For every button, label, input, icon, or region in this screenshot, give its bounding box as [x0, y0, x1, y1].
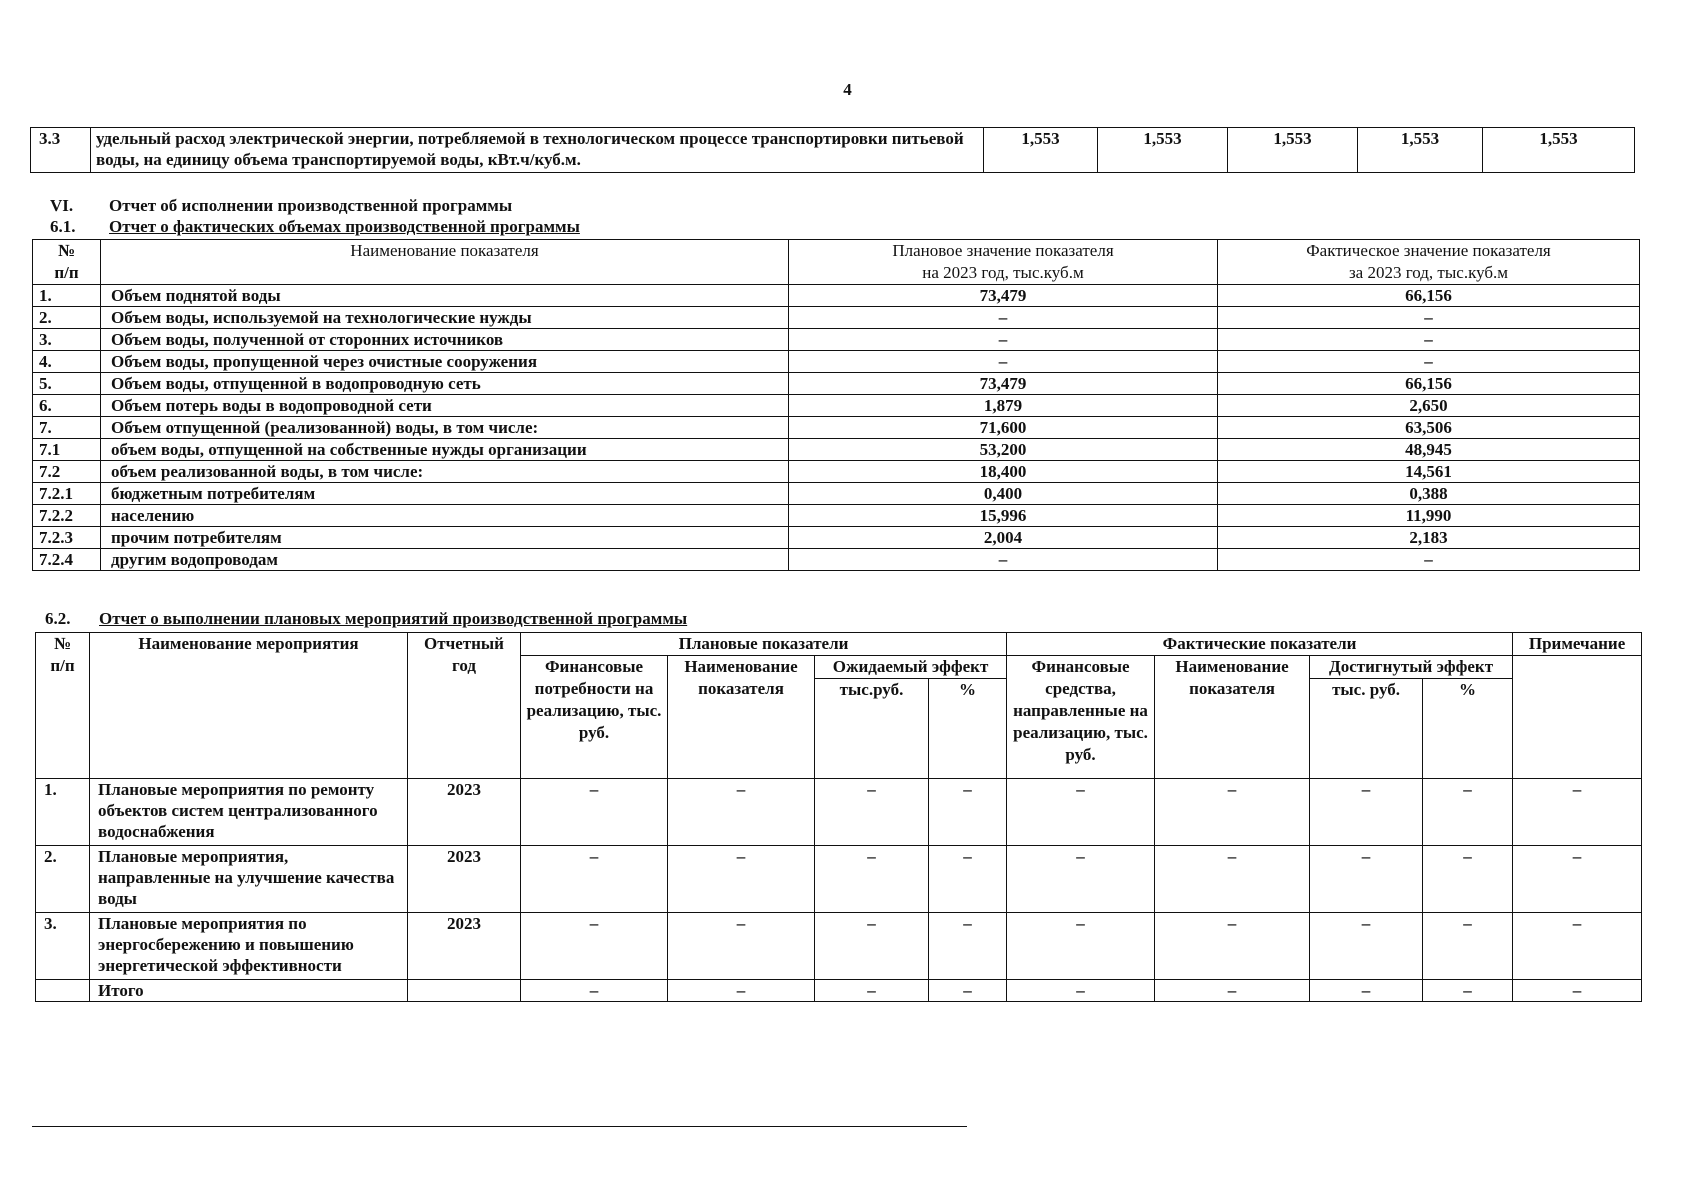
value-cell: –	[1513, 980, 1642, 1002]
table-row	[33, 461, 1640, 483]
plan-value: 73,479	[789, 373, 1218, 395]
fact-value: 14,561	[1218, 461, 1640, 483]
section-heading-vi	[50, 195, 512, 216]
header-achieved-effect: Достигнутый эффект	[1310, 656, 1513, 679]
fact-value: 2,650	[1218, 395, 1640, 417]
row-number: 2.	[33, 307, 101, 329]
value-cell: –	[1423, 846, 1513, 913]
report-year-empty	[408, 980, 521, 1002]
value-cell: –	[1513, 779, 1642, 846]
value-cell: –	[1007, 913, 1155, 980]
value-cell: –	[1155, 913, 1310, 980]
row-number: 2.	[36, 846, 90, 913]
indicator-value: 1,553	[1228, 128, 1358, 173]
value-cell: –	[1310, 913, 1423, 980]
table-row	[33, 329, 1640, 351]
fact-value: 66,156	[1218, 373, 1640, 395]
value-cell: –	[1423, 779, 1513, 846]
row-number: 1.	[36, 779, 90, 846]
value-cell: –	[815, 846, 929, 913]
header-num: № п/п	[36, 633, 90, 779]
value-cell: –	[1423, 913, 1513, 980]
plan-value: –	[789, 549, 1218, 571]
plan-value: –	[789, 351, 1218, 373]
table-row	[33, 285, 1640, 307]
value-cell: –	[929, 980, 1007, 1002]
header-note-empty	[1513, 656, 1642, 779]
value-cell: –	[668, 913, 815, 980]
report-year: 2023	[408, 913, 521, 980]
row-number: 3.3	[31, 128, 91, 173]
plan-value: 71,600	[789, 417, 1218, 439]
value-cell: –	[1310, 980, 1423, 1002]
table-row	[33, 549, 1640, 571]
table-planned-measures	[35, 632, 1642, 1002]
row-number: 3.	[33, 329, 101, 351]
header-thous-rub-fact: тыс. руб.	[1310, 679, 1423, 779]
row-number: 7.2.4	[33, 549, 101, 571]
indicator-value: 1,553	[1483, 128, 1635, 173]
value-cell: –	[1007, 980, 1155, 1002]
table-row	[33, 505, 1640, 527]
indicator-name: Объем воды, полученной от сторонних источников	[101, 329, 789, 351]
table-row-3-3	[30, 127, 1635, 173]
row-number: 7.1	[33, 439, 101, 461]
page-number: 4	[843, 80, 852, 99]
value-cell: –	[815, 779, 929, 846]
row-number: 7.2.3	[33, 527, 101, 549]
table-header-row	[33, 240, 1640, 285]
table-row	[36, 913, 1642, 980]
row-number: 7.2.1	[33, 483, 101, 505]
fact-value: –	[1218, 307, 1640, 329]
section-number: VI.	[50, 196, 74, 215]
value-cell: –	[1310, 779, 1423, 846]
plan-value: 73,479	[789, 285, 1218, 307]
row-number: 5.	[33, 373, 101, 395]
section-number: 6.1.	[50, 217, 76, 236]
value-cell: –	[521, 913, 668, 980]
value-cell: –	[929, 779, 1007, 846]
plan-value: 53,200	[789, 439, 1218, 461]
section-title: Отчет об исполнении производственной программы	[109, 196, 513, 215]
fact-value: –	[1218, 351, 1640, 373]
table-row	[33, 483, 1640, 505]
table-header-row	[36, 633, 1642, 656]
header-indicator-name-plan: Наименование показателя	[668, 656, 815, 779]
plan-value: 15,996	[789, 505, 1218, 527]
header-planned-indicators: Плановые показатели	[521, 633, 1007, 656]
row-number: 4.	[33, 351, 101, 373]
section-number: 6.2.	[45, 609, 71, 628]
indicator-name: Объем поднятой воды	[101, 285, 789, 307]
table-row	[36, 779, 1642, 846]
indicator-name: Объем воды, пропущенной через очистные сооружения	[101, 351, 789, 373]
indicator-name: Объем потерь воды в водопроводной сети	[101, 395, 789, 417]
indicator-name: объем воды, отпущенной на собственные нужды организации	[101, 439, 789, 461]
value-cell: –	[929, 846, 1007, 913]
section-heading-6-1	[50, 216, 580, 237]
value-cell: –	[668, 846, 815, 913]
value-cell: –	[929, 913, 1007, 980]
header-indicator-name-fact: Наименование показателя	[1155, 656, 1310, 779]
value-cell: –	[1513, 846, 1642, 913]
indicator-name: бюджетным потребителям	[101, 483, 789, 505]
header-note: Примечание	[1513, 633, 1642, 656]
section-heading-6-2	[45, 608, 687, 629]
table-row	[33, 417, 1640, 439]
table-row	[33, 527, 1640, 549]
indicator-value: 1,553	[1098, 128, 1228, 173]
indicator-value: 1,553	[984, 128, 1098, 173]
plan-value: 0,400	[789, 483, 1218, 505]
table-row	[31, 128, 1635, 173]
fact-value: 48,945	[1218, 439, 1640, 461]
value-cell: –	[521, 980, 668, 1002]
measure-name: Плановые мероприятия по ремонту объектов систем централизованного водоснабжения	[90, 779, 408, 846]
plan-value: 1,879	[789, 395, 1218, 417]
header-thous-rub-plan: тыс.руб.	[815, 679, 929, 779]
value-cell: –	[668, 980, 815, 1002]
value-cell: –	[1007, 846, 1155, 913]
value-cell: –	[1155, 980, 1310, 1002]
fact-value: –	[1218, 329, 1640, 351]
header-report-year: Отчетный год	[408, 633, 521, 779]
header-indicator-name: Наименование показателя	[101, 240, 789, 285]
indicator-name: населению	[101, 505, 789, 527]
table-row	[33, 439, 1640, 461]
value-cell: –	[1155, 846, 1310, 913]
row-number: 1.	[33, 285, 101, 307]
value-cell: –	[1310, 846, 1423, 913]
row-number: 7.	[33, 417, 101, 439]
fact-value: 0,388	[1218, 483, 1640, 505]
measure-name: Плановые мероприятия по энергосбережению и повышению энергетической эффективности	[90, 913, 408, 980]
header-fin-means: Финансовые средства, направленные на реализацию, тыс. руб.	[1007, 656, 1155, 779]
section-title: Отчет о фактических объемах производственной программы	[109, 217, 580, 236]
row-number-empty	[36, 980, 90, 1002]
indicator-name: другим водопроводам	[101, 549, 789, 571]
table-row	[33, 395, 1640, 417]
header-fin-needs: Финансовые потребности на реализацию, тыс. руб.	[521, 656, 668, 779]
header-measure-name: Наименование мероприятия	[90, 633, 408, 779]
section-title: Отчет о выполнении плановых мероприятий производственной программы	[99, 609, 688, 628]
footer-divider	[32, 1126, 967, 1127]
report-year: 2023	[408, 846, 521, 913]
header-plan-value: Плановое значение показателя на 2023 год, тыс.куб.м	[789, 240, 1218, 285]
table-row	[33, 307, 1640, 329]
fact-value: 66,156	[1218, 285, 1640, 307]
fact-value: 11,990	[1218, 505, 1640, 527]
row-number: 3.	[36, 913, 90, 980]
table-row	[33, 373, 1640, 395]
table-row	[36, 846, 1642, 913]
indicator-name: Объем воды, используемой на технологические нужды	[101, 307, 789, 329]
fact-value: –	[1218, 549, 1640, 571]
table-actual-volumes	[32, 239, 1640, 571]
indicator-name: Объем отпущенной (реализованной) воды, в том числе:	[101, 417, 789, 439]
header-pct-plan: %	[929, 679, 1007, 779]
header-expected-effect: Ожидаемый эффект	[815, 656, 1007, 679]
value-cell: –	[1513, 913, 1642, 980]
indicator-value: 1,553	[1358, 128, 1483, 173]
table-row	[33, 351, 1640, 373]
value-cell: –	[521, 846, 668, 913]
indicator-name: объем реализованной воды, в том числе:	[101, 461, 789, 483]
value-cell: –	[1007, 779, 1155, 846]
report-year: 2023	[408, 779, 521, 846]
plan-value: 18,400	[789, 461, 1218, 483]
header-fact-value: Фактическое значение показателя за 2023 год, тыс.куб.м	[1218, 240, 1640, 285]
header-actual-indicators: Фактические показатели	[1007, 633, 1513, 656]
value-cell: –	[668, 779, 815, 846]
header-num: № п/п	[33, 240, 101, 285]
row-number: 7.2.2	[33, 505, 101, 527]
indicator-name: удельный расход электрической энергии, потребляемой в технологическом процессе транспортировки питьевой воды, на единицу объема транспортируемой воды, кВт.ч/куб.м.	[91, 128, 984, 173]
plan-value: –	[789, 329, 1218, 351]
value-cell: –	[1423, 980, 1513, 1002]
value-cell: –	[815, 913, 929, 980]
total-label: Итого	[90, 980, 408, 1002]
value-cell: –	[521, 779, 668, 846]
value-cell: –	[815, 980, 929, 1002]
row-number: 7.2	[33, 461, 101, 483]
plan-value: –	[789, 307, 1218, 329]
fact-value: 2,183	[1218, 527, 1640, 549]
indicator-name: прочим потребителям	[101, 527, 789, 549]
plan-value: 2,004	[789, 527, 1218, 549]
header-pct-fact: %	[1423, 679, 1513, 779]
indicator-name: Объем воды, отпущенной в водопроводную сеть	[101, 373, 789, 395]
fact-value: 63,506	[1218, 417, 1640, 439]
value-cell: –	[1155, 779, 1310, 846]
table-row-total	[36, 980, 1642, 1002]
measure-name: Плановые мероприятия, направленные на улучшение качества воды	[90, 846, 408, 913]
row-number: 6.	[33, 395, 101, 417]
